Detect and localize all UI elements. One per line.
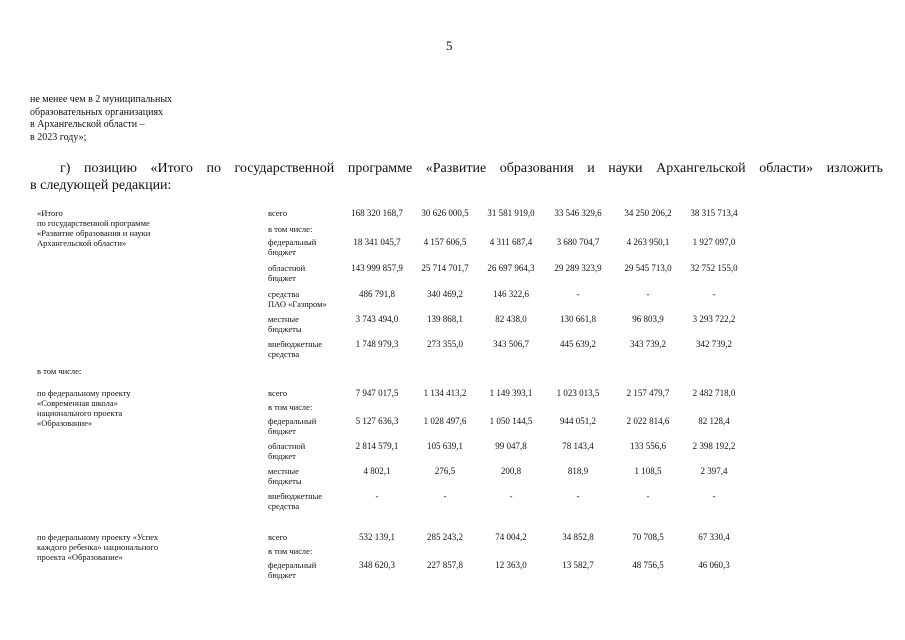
cell-value: - xyxy=(443,491,447,501)
cell-value: 3 680 704,7 xyxy=(556,237,600,247)
cell-value: 4 157 606,5 xyxy=(423,237,467,247)
text-line: бюджет xyxy=(268,570,296,580)
row-label xyxy=(268,224,348,234)
cell-value: 74 004,2 xyxy=(495,532,527,542)
text-line: в том числе: xyxy=(268,224,313,234)
instruction-word: по xyxy=(206,161,221,176)
cell-value: 46 060,3 xyxy=(698,560,730,570)
in-that-number-label: в том числе: xyxy=(37,366,82,376)
row-label xyxy=(268,289,348,309)
cell-value: 78 143,4 xyxy=(562,441,594,451)
table-row xyxy=(0,289,905,313)
text-line: средства xyxy=(268,349,300,359)
cell-value: 12 363,0 xyxy=(495,560,527,570)
text-line: «Итого xyxy=(37,208,63,218)
cell-value: - xyxy=(576,289,580,299)
cell-value: 133 556,6 xyxy=(630,441,666,451)
cell-value: 139 868,1 xyxy=(427,314,463,324)
cell-value: 2 397,4 xyxy=(700,466,728,476)
table-row xyxy=(0,339,905,363)
instruction-line-1 xyxy=(30,160,883,177)
text-line: федеральный xyxy=(268,560,317,570)
cell-value: 31 581 919,0 xyxy=(487,208,535,218)
cell-value: 273 355,0 xyxy=(427,339,463,349)
cell-value: 944 051,2 xyxy=(560,416,596,426)
cell-value: 105 639,1 xyxy=(427,441,463,451)
cell-value: 2 398 192,2 xyxy=(692,441,736,451)
text-line: бюджет xyxy=(268,247,296,257)
instruction-word: позицию xyxy=(83,161,137,176)
text-line: бюджеты xyxy=(268,476,302,486)
row-label xyxy=(268,314,348,334)
cell-value: 2 482 718,0 xyxy=(692,388,736,398)
text-line: средства xyxy=(268,501,300,511)
row-label xyxy=(268,208,348,218)
cell-value: 1 748 979,3 xyxy=(355,339,399,349)
cell-value: 1 927 097,0 xyxy=(692,237,736,247)
cell-value: 82 438,0 xyxy=(495,314,527,324)
text-line: бюджеты xyxy=(268,324,302,334)
table-row xyxy=(0,466,905,490)
row-label xyxy=(268,546,348,556)
cell-value: 2 157 479,7 xyxy=(626,388,670,398)
text-line: бюджет xyxy=(268,273,296,283)
cell-value: 29 545 713,0 xyxy=(624,263,672,273)
cell-value: 32 752 155,0 xyxy=(690,263,738,273)
cell-value: 343 739,2 xyxy=(630,339,666,349)
text-line: в том числе: xyxy=(268,402,313,412)
text-line: областной xyxy=(268,441,306,451)
cell-value: 99 047,8 xyxy=(495,441,527,451)
text-line: проекта «Образование» xyxy=(37,552,123,562)
row-label xyxy=(268,491,348,511)
cell-value: 3 743 494,0 xyxy=(355,314,399,324)
row-label xyxy=(268,339,348,359)
cell-value: 13 582,7 xyxy=(562,560,594,570)
instruction-word: Архангельской xyxy=(656,161,746,176)
instruction-word: изложить xyxy=(826,161,883,176)
text-line: всего xyxy=(268,532,288,542)
cell-value: 2 022 814,6 xyxy=(626,416,670,426)
cell-value: 5 127 636,3 xyxy=(355,416,399,426)
cell-value: 30 626 000,5 xyxy=(421,208,469,218)
cell-value: 26 697 964,3 xyxy=(487,263,535,273)
cell-value: - xyxy=(712,491,716,501)
cell-value: 532 139,1 xyxy=(359,532,395,542)
text-line: всего xyxy=(268,388,288,398)
instruction-word: «Итого xyxy=(150,161,193,176)
table-row xyxy=(0,441,905,465)
cell-value: 143 999 857,9 xyxy=(351,263,403,273)
cell-value: 34 852,8 xyxy=(562,532,594,542)
instruction-word: и xyxy=(587,161,595,176)
cell-value: - xyxy=(375,491,379,501)
cell-value: - xyxy=(646,289,650,299)
intro-line: в 2023 году»; xyxy=(30,131,87,143)
instruction-word: области» xyxy=(759,161,814,176)
cell-value: 1 023 013,5 xyxy=(556,388,600,398)
text-line: местные xyxy=(268,314,299,324)
instruction-word: программе xyxy=(347,161,413,176)
intro-line: образовательных организациях xyxy=(30,106,164,118)
cell-value: 82 128,4 xyxy=(698,416,730,426)
intro-line: в Архангельской области – xyxy=(30,119,145,130)
cell-value: 200,8 xyxy=(500,466,522,476)
cell-value: 486 791,8 xyxy=(359,289,395,299)
cell-value: 342 739,2 xyxy=(696,339,732,349)
text-line: всего xyxy=(268,208,288,218)
cell-value: 168 320 168,7 xyxy=(351,208,403,218)
text-line: по федеральному проекту «Успех xyxy=(37,532,159,542)
cell-value: 29 289 323,9 xyxy=(554,263,602,273)
text-line: «Развитие образования и науки xyxy=(37,228,151,238)
cell-value: 818,9 xyxy=(567,466,589,476)
cell-value: - xyxy=(712,289,716,299)
text-line: Архангельской области» xyxy=(37,238,127,248)
row-label xyxy=(268,441,348,461)
text-line: местные xyxy=(268,466,299,476)
text-line: федеральный xyxy=(268,416,317,426)
table-row xyxy=(0,416,905,440)
table-row xyxy=(0,560,905,584)
cell-value: 1 108,5 xyxy=(634,466,662,476)
cell-value: 1 134 413,2 xyxy=(423,388,467,398)
text-line: областной xyxy=(268,263,306,273)
instruction-word: государственной xyxy=(234,161,335,176)
cell-value: 3 293 722,2 xyxy=(692,314,736,324)
instruction-word: науки xyxy=(608,161,643,176)
cell-value: 1 149 393,1 xyxy=(489,388,533,398)
text-line: внебюджетные xyxy=(268,339,323,349)
cell-value: 7 947 017,5 xyxy=(355,388,399,398)
cell-value: 48 756,5 xyxy=(632,560,664,570)
row-label xyxy=(268,402,348,412)
instruction-word: «Развитие xyxy=(425,161,487,176)
page-number: 5 xyxy=(446,38,453,53)
cell-value: 33 546 329,6 xyxy=(554,208,602,218)
cell-value: 25 714 701,7 xyxy=(421,263,469,273)
intro-block xyxy=(30,94,172,144)
cell-value: 4 311 687,4 xyxy=(489,237,533,247)
cell-value: 96 803,9 xyxy=(632,314,664,324)
cell-value: 227 857,8 xyxy=(427,560,463,570)
text-line: бюджет xyxy=(268,451,296,461)
cell-value: 445 639,2 xyxy=(560,339,596,349)
row-label xyxy=(268,560,348,580)
table-row xyxy=(0,263,905,287)
cell-value: 18 341 045,7 xyxy=(353,237,401,247)
text-line: «Образование» xyxy=(37,418,93,428)
cell-value: - xyxy=(576,491,580,501)
cell-value: 4 802,1 xyxy=(363,466,391,476)
table-row xyxy=(0,237,905,261)
cell-value: 70 708,5 xyxy=(632,532,664,542)
text-line: в том числе: xyxy=(268,546,313,556)
row-label xyxy=(268,416,348,436)
text-line: по федеральному проекту xyxy=(37,388,131,398)
text-line: федеральный xyxy=(268,237,317,247)
intro-line: не менее чем в 2 муниципальных xyxy=(30,94,173,105)
cell-value: 2 814 579,1 xyxy=(355,441,399,451)
instruction-paragraph xyxy=(30,160,883,194)
cell-value: - xyxy=(509,491,513,501)
row-label xyxy=(268,263,348,283)
cell-value: 146 322,6 xyxy=(493,289,529,299)
text-line: каждого ребенка» национального xyxy=(37,542,159,552)
row-label xyxy=(268,388,348,398)
text-line: бюджет xyxy=(268,426,296,436)
cell-value: 1 028 497,6 xyxy=(423,416,467,426)
table-row xyxy=(0,491,905,515)
text-line: «Современная школа» xyxy=(37,398,118,408)
cell-value: 285 243,2 xyxy=(427,532,463,542)
text-line: национального проекта xyxy=(37,408,123,418)
cell-value: 276,5 xyxy=(434,466,456,476)
cell-value: 348 620,3 xyxy=(359,560,395,570)
text-line: внебюджетные xyxy=(268,491,323,501)
cell-value: 340 469,2 xyxy=(427,289,463,299)
instruction-word: г) xyxy=(60,161,71,176)
text-line: по государственной программе xyxy=(37,218,150,228)
cell-value: 130 661,8 xyxy=(560,314,596,324)
row-label xyxy=(268,237,348,257)
cell-value: 4 263 950,1 xyxy=(626,237,670,247)
instruction-line-2: в следующей редакции: xyxy=(30,178,172,193)
cell-value: 38 315 713,4 xyxy=(690,208,738,218)
cell-value: 1 050 144,5 xyxy=(489,416,533,426)
table-row xyxy=(0,314,905,338)
cell-value: - xyxy=(646,491,650,501)
text-line: средства xyxy=(268,289,300,299)
row-label xyxy=(268,532,348,542)
instruction-word: образования xyxy=(499,161,574,176)
cell-value: 343 506,7 xyxy=(493,339,529,349)
cell-value: 34 250 206,2 xyxy=(624,208,672,218)
row-label xyxy=(268,466,348,486)
text-line: ПАО «Газпром» xyxy=(268,299,327,309)
cell-value: 67 330,4 xyxy=(698,532,730,542)
